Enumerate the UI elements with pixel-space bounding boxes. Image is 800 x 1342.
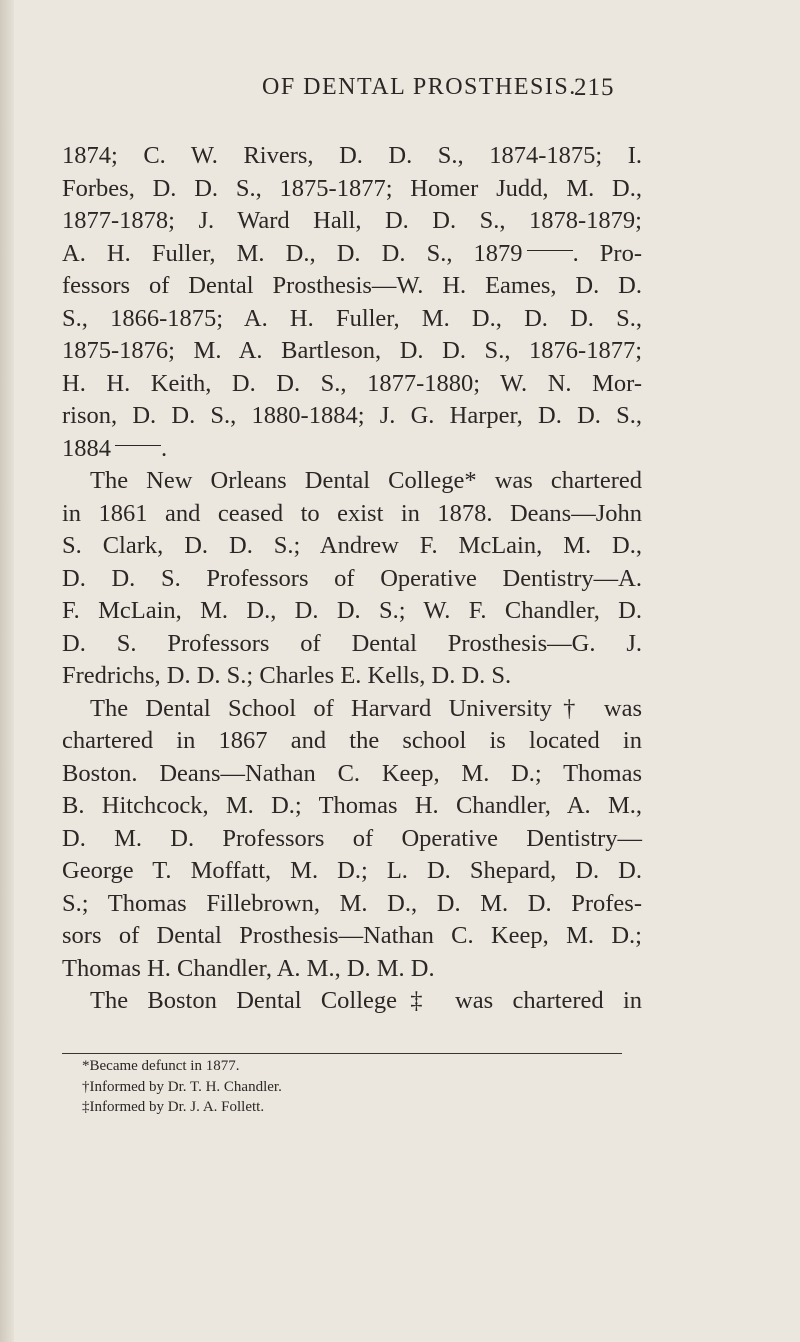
text-line: Thomas H. Chandler, A. M., D. M. D. <box>62 954 435 982</box>
running-head <box>0 74 800 114</box>
text-line: chartered in 1867 and the school is located in <box>62 727 642 754</box>
em-rule <box>527 250 573 251</box>
footnotes <box>82 1056 282 1118</box>
text-line: 1884 . <box>62 434 168 462</box>
paragraph-start: The New Orleans Dental College* was chartered <box>90 467 642 494</box>
body-text <box>62 140 642 1018</box>
footnote: †Informed by Dr. T. H. Chandler. <box>82 1078 282 1095</box>
text-line: A. H. Fuller, M. D., D. D. S., 1879 . Pro- <box>62 239 642 267</box>
text-line: D. D. S. Professors of Operative Dentistry—A. <box>62 564 642 592</box>
text-line: S. Clark, D. D. S.; Andrew F. McLain, M. D., <box>62 532 642 559</box>
text-line: S.; Thomas Fillebrown, M. D., D. M. D. Profes- <box>62 889 642 917</box>
text-line: Forbes, D. D. S., 1875-1877; Homer Judd, M. D., <box>62 174 642 202</box>
text-line: D. S. Professors of Dental Prosthesis—G. J. <box>62 629 642 657</box>
text-line: 1877-1878; J. Ward Hall, D. D. S., 1878-1879; <box>62 207 642 234</box>
text-line: S., 1866-1875; A. H. Fuller, M. D., D. D. S., <box>62 304 642 332</box>
footnote: ‡Informed by Dr. J. A. Follett. <box>82 1099 265 1115</box>
page-number: 215 <box>574 74 615 101</box>
paragraph-start: The Boston Dental College‡ was chartered in <box>90 987 642 1014</box>
text-line: 1874; C. W. Rivers, D. D. S., 1874-1875; I. <box>62 142 642 169</box>
text-line: Boston. Deans—Nathan C. Keep, M. D.; Thomas <box>62 759 642 787</box>
text-line: rison, D. D. S., 1880-1884; J. G. Harper, D. D. S., <box>62 402 642 429</box>
text-line: Fredrichs, D. D. S.; Charles E. Kells, D. D. S. <box>62 662 512 689</box>
text-line: F. McLain, M. D., D. D. S.; W. F. Chandler, D. <box>62 597 642 624</box>
text-line: D. M. D. Professors of Operative Dentistry— <box>62 824 642 852</box>
paragraph-start: The Dental School of Harvard University† was <box>90 694 642 722</box>
running-title: OF DENTAL PROSTHESIS. <box>262 74 577 100</box>
footnote-rule <box>62 1053 622 1054</box>
text-line: H. H. Keith, D. D. S., 1877-1880; W. N. Mor- <box>62 369 642 397</box>
footnote: *Became defunct in 1877. <box>82 1058 240 1074</box>
text-line: sors of Dental Prosthesis—Nathan C. Keep, M. D.; <box>62 922 642 949</box>
text-line: B. Hitchcock, M. D.; Thomas H. Chandler, A. M., <box>62 792 642 819</box>
text-line: fessors of Dental Prosthesis—W. H. Eames, D. D. <box>62 272 642 299</box>
text-line: in 1861 and ceased to exist in 1878. Deans—John <box>62 499 642 527</box>
em-rule <box>115 445 161 446</box>
text-line: 1875-1876; M. A. Bartleson, D. D. S., 1876-1877; <box>62 337 642 364</box>
text-line: George T. Moffatt, M. D.; L. D. Shepard, D. D. <box>62 857 642 884</box>
page-edge <box>0 0 14 1342</box>
